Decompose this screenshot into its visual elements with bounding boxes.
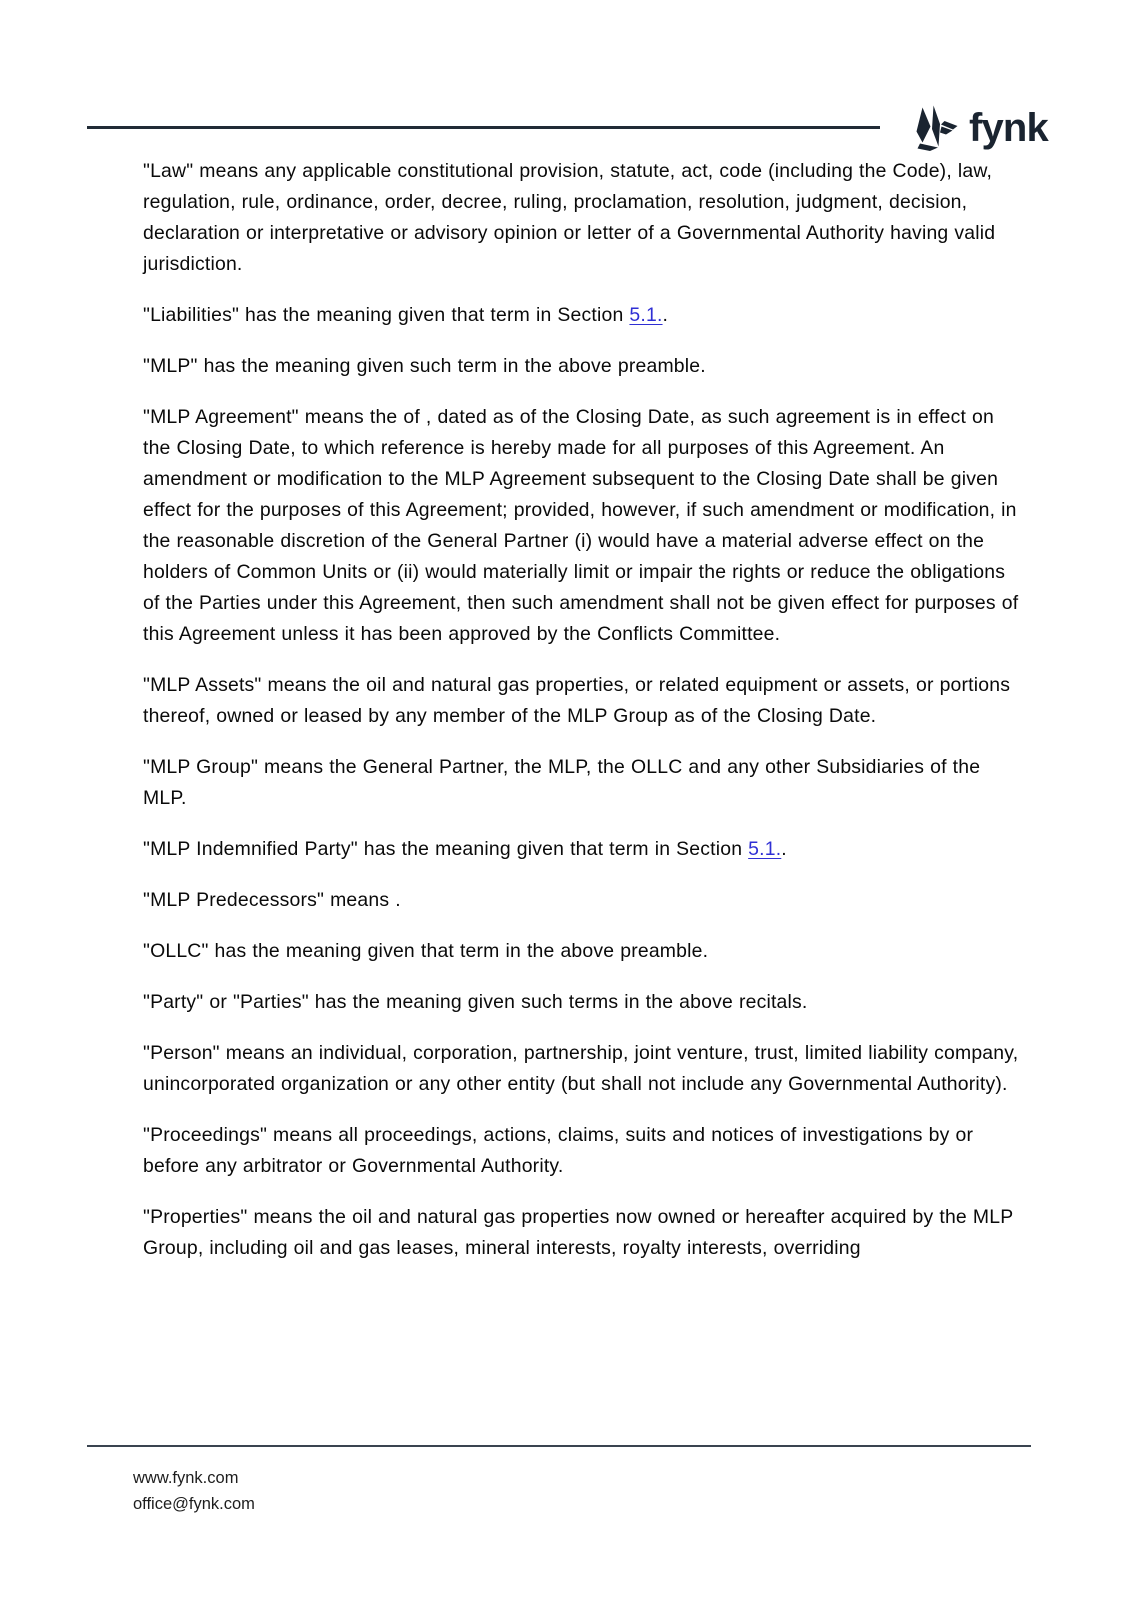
- paragraph-text: "Liabilities" has the meaning given that term in Section: [143, 304, 630, 326]
- definition-mlp-agreement: [143, 402, 1023, 650]
- paragraph-text: "Person" means an individual, corporation, partnership, joint venture, trust, limited liability company, unincorporated organization or any other entity (but shall not include any Governmental Authority).: [143, 1042, 1019, 1095]
- paragraph-text: "MLP Agreement" means the of , dated as of the Closing Date, as such agreement is in effect on the Closing Date, to which reference is hereby made for all purposes of this Agreement. An amendment or modification to the MLP Agreement subsequent to the Closing Date shall be given effect for the purposes of this Agreement; provided, however, if such amendment or modification, in the reasonable discretion of the General Partner (i) would have a material adverse effect on the holders of Common Units or (ii) would materially limit or impair the rights or reduce the obligations of the Parties under this Agreement, then such amendment shall not be given effect for purposes of this Agreement unless it has been approved by the Conflicts Committee.: [143, 406, 1019, 645]
- paragraph-text: "MLP Assets" means the oil and natural gas properties, or related equipment or assets, or portions thereof, owned or leased by any member of the MLP Group as of the Closing Date.: [143, 674, 1011, 727]
- paragraph-text: "MLP Indemnified Party" has the meaning given that term in Section: [143, 838, 749, 860]
- paragraph-text-tail: .: [662, 304, 669, 326]
- definition-mlp-assets: [143, 670, 1023, 732]
- document-body: [143, 156, 1023, 1264]
- definition-party: [143, 987, 1023, 1018]
- definition-liabilities: [143, 300, 1023, 331]
- footer-contact: [133, 1465, 255, 1517]
- brand-wordmark: fynk: [968, 106, 1048, 150]
- definition-law: [143, 156, 1023, 280]
- definition-mlp-indemnified-party: [143, 834, 1023, 865]
- paragraph-text: "Proceedings" means all proceedings, actions, claims, suits and notices of investigations by or before any arbitrator or Governmental Authority.: [143, 1124, 974, 1177]
- definition-person: [143, 1038, 1023, 1100]
- footer-website[interactable]: www.fynk.com: [133, 1469, 239, 1487]
- definition-mlp-group: [143, 752, 1023, 814]
- paragraph-text: "Properties" means the oil and natural gas properties now owned or hereafter acquired by the MLP Group, including oil and gas leases, mineral interests, royalty interests, overriding: [143, 1206, 1013, 1259]
- definition-mlp: [143, 351, 1023, 382]
- footer-email[interactable]: office@fynk.com: [133, 1495, 255, 1513]
- page-footer: [0, 1435, 1131, 1600]
- definition-proceedings: [143, 1120, 1023, 1182]
- header-divider: [87, 126, 880, 129]
- definition-properties: [143, 1202, 1023, 1264]
- paragraph-text: "Law" means any applicable constitutional provision, statute, act, code (including the Code), law, regulation, rule, ordinance, order, decree, ruling, proclamation, resolution, judgment, decision, declaration or interpretative or advisory opinion or letter of a Governmental Authority having valid jurisdiction.: [143, 160, 996, 275]
- section-link-5-1[interactable]: 5.1.: [748, 838, 782, 860]
- paragraph-text: "MLP Predecessors" means .: [143, 889, 401, 911]
- definition-ollc: [143, 936, 1023, 967]
- paragraph-text: "MLP Group" means the General Partner, the MLP, the OLLC and any other Subsidiaries of the MLP.: [143, 756, 981, 809]
- paragraph-text-tail: .: [781, 838, 787, 860]
- section-link-5-1[interactable]: 5.1.: [629, 304, 663, 326]
- page-header: [0, 0, 1131, 160]
- paragraph-text: "Party" or "Parties" has the meaning given such terms in the above recitals.: [143, 991, 808, 1013]
- origami-bird-icon: [908, 102, 960, 152]
- paragraph-text: "MLP" has the meaning given such term in the above preamble.: [143, 355, 706, 377]
- paragraph-text: "OLLC" has the meaning given that term in the above preamble.: [143, 940, 709, 962]
- brand-logo: [908, 99, 1048, 155]
- footer-divider: [87, 1445, 1031, 1447]
- definition-mlp-predecessors: [143, 885, 1023, 916]
